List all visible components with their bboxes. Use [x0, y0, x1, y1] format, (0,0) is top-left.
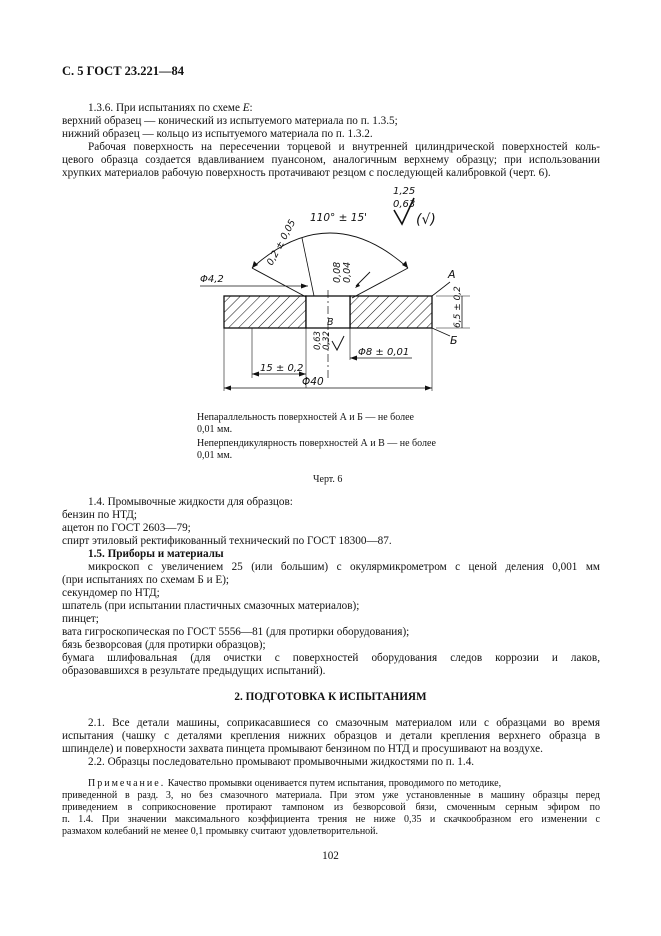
arrow-icon	[355, 283, 360, 288]
section-15-line: пинцет;	[62, 613, 99, 625]
cone-line	[352, 268, 408, 298]
roughness-check-icon	[332, 336, 344, 350]
note-label: Примечание.	[88, 778, 166, 789]
section-21-line: испытания (чашку с деталями крепления нижних образцов и детали крепления верхнего образца в	[62, 730, 600, 742]
tolerance-1: 0,08	[332, 261, 343, 283]
scheme-letter: Е	[242, 102, 250, 114]
offset-label: 15 ± 0,2	[260, 363, 304, 374]
section-21-line: шпинделе) и поверхности захвата пинцета промывают бензином по НТД и просушивают на воздухе.	[62, 743, 543, 755]
cone-line	[252, 268, 308, 298]
note-line: размахом колебаний не менее 0,1 промывку считают удовлетворительной.	[62, 826, 379, 837]
chamfer-label: 0,2 ± 0,05	[264, 217, 299, 268]
figure-note: 0,01 мм.	[197, 424, 233, 435]
section-14-title: 1.4. Промывочные жидкости для образцов:	[88, 496, 293, 508]
rough-inner-2: 0,32	[322, 331, 332, 350]
diam-inner-label: Φ8 ± 0,01	[358, 347, 410, 358]
section-15-line: бумага шлифовальная (для очистки с поверхностей оборудования следов коррозии и лаков,	[62, 652, 600, 664]
section-15-line: (при испытаниях по схемам Б и Е);	[62, 574, 230, 586]
section-15-line: секундомер по НТД;	[62, 587, 160, 599]
surface-v: В	[327, 317, 334, 328]
arrow-icon	[425, 386, 432, 391]
arrow-icon	[224, 386, 231, 391]
note-line: приведением в соприкосновение протирают тампоном из безворсовой бязи, смоченным серным эфиром по	[62, 802, 600, 813]
section-15-line: шпатель (при испытании пластичных смазочных материалов);	[62, 600, 360, 612]
figure-note: 0,01 мм.	[197, 450, 233, 461]
section-136-para-line: Рабочая поверхность на пересечении торцевой и внутренней цилиндрической поверхностей коль-	[88, 141, 600, 153]
height-label: 6,5 ± 0,2	[453, 286, 463, 328]
section-136-title-end: :	[249, 102, 253, 114]
section-14-item: спирт этиловый ректификованный технический по ГОСТ 18300—87.	[62, 535, 392, 547]
section-136-line: верхний образец — конический из испытуемого материала по п. 1.3.5;	[62, 115, 398, 127]
section-15-line: бязь безворсовая (для протирки образцов);	[62, 639, 266, 651]
surface-a: А	[448, 268, 456, 281]
section-14-item: ацетон по ГОСТ 2603—79;	[62, 522, 191, 534]
section-22: 2.2. Образцы последовательно промывают промывочными жидкостями по п. 1.4.	[88, 756, 475, 768]
section-15-line: образовавшихся в результате предыдущих испытаний).	[62, 665, 326, 677]
leader-line	[432, 328, 450, 336]
figure-note: Неперпендикулярность поверхностей А и В — не более	[197, 438, 436, 449]
technical-drawing	[180, 178, 480, 403]
section-136-para-line: хрупких материалов рабочую поверхность протачивают резцом с последующей калибровкой (черт. 6).	[62, 167, 551, 179]
note-line: приведенной в разд. 3, но без смазочного материала. При этом уже установленные в машину образцы перед	[62, 790, 600, 801]
section-21-line: 2.1. Все детали машины, соприкасавшиеся со смазочным материалом или с образцами во время	[88, 717, 600, 729]
figure-caption: Черт. 6	[313, 474, 343, 485]
note-first-line	[88, 778, 600, 790]
tolerance-2: 0,04	[342, 261, 353, 283]
section-136-title	[88, 102, 253, 115]
leader-line	[432, 282, 450, 296]
arrow-icon	[301, 284, 308, 289]
arrow-icon	[252, 261, 258, 268]
ring-section-left	[224, 296, 306, 328]
rough-inner-1: 0,63	[313, 331, 323, 350]
diam-small-label: Φ4,2	[200, 274, 224, 285]
roughness-top: 1,25	[393, 186, 416, 197]
roughness-symbol: (√)	[416, 212, 436, 228]
section-2-title: 2. ПОДГОТОВКА К ИСПЫТАНИЯМ	[234, 691, 427, 703]
surface-b: Б	[450, 334, 458, 347]
note-line: п. 1.4. При значении максимального коэффициента трения не ниже 0,35 и скачкообразном его изменении с	[62, 814, 600, 825]
section-15-title: 1.5. Приборы и материалы	[88, 548, 224, 560]
arrow-icon	[350, 356, 357, 361]
section-14-item: бензин по НТД;	[62, 509, 138, 521]
section-136-title-text: 1.3.6. При испытаниях по схеме	[88, 102, 243, 114]
arrow-icon	[252, 372, 259, 377]
section-136-line: нижний образец — кольцо из испытуемого материала по п. 1.3.2.	[62, 128, 373, 140]
angle-label: 110° ± 15'	[310, 212, 368, 224]
section-136-para-line: цевого образца создается вдавливанием пуансоном, аналогичным верхнему образцу; при использовании	[62, 154, 600, 166]
ring-section-right	[350, 296, 432, 328]
section-15-line: вата гигроскопическая по ГОСТ 5556—81 (для протирки оборудования);	[62, 626, 410, 638]
diam-outer-label: Φ40	[302, 376, 324, 388]
page-number: 102	[322, 850, 339, 862]
figure-note: Непараллельность поверхностей А и Б — не более	[197, 412, 414, 423]
section-15-line: микроскоп с увеличением 25 (или большим) с окулярмикрометром с ценой деления 0,001 мм	[88, 561, 600, 573]
page-header: С. 5 ГОСТ 23.221—84	[62, 64, 185, 78]
arrow-icon	[402, 261, 408, 268]
roughness-bottom: 0,63	[393, 199, 416, 210]
note-line: Качество промывки оценивается путем испытания, проводимого по методике,	[167, 778, 502, 789]
